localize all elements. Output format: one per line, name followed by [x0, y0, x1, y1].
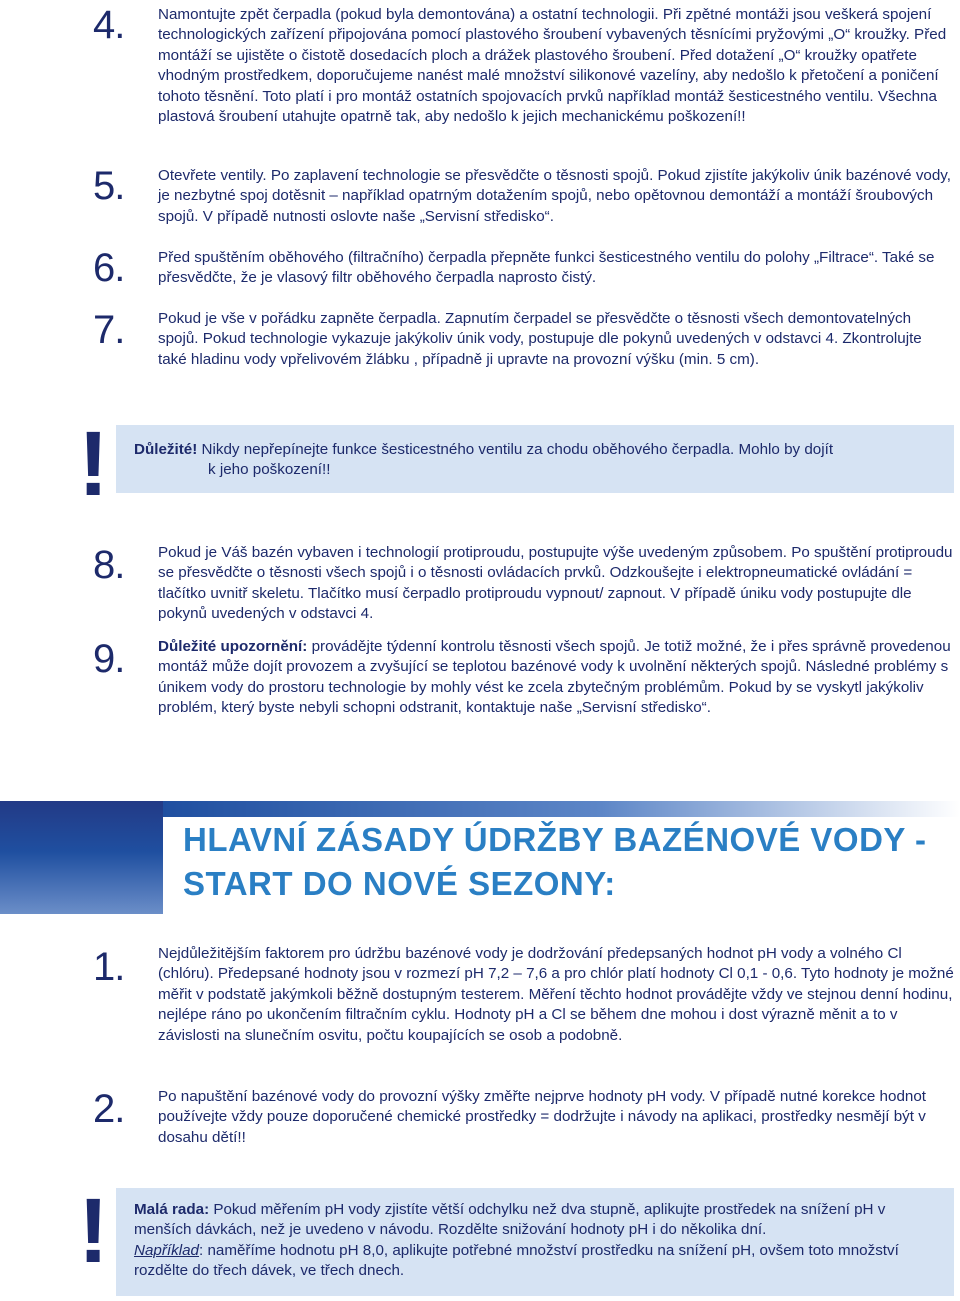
- step-text: Nejdůležitějším faktorem pro údržbu bazénové vody je dodržování předepsaných hodnot pH vody a volného Cl (chlóru). Předepsané hodnoty jsou v rozmezí pH 7,2 – 7,6 a pro chlór platí hodnoty Cl 0,1 - 0,6. Tyto hodnoty je možné měřit v podstatě jakýmkoli běžně dostupným testerem. Měření těchto hodnot provádějte vždy ve stejnou denní hodinu, nejlépe ráno po ukončením filtračním cyklu. Hodnoty pH a Cl se během dne mohou i dost výrazně měnit a to v závislosti na slunečním osvitu, počtu koupajících se osob a podobně.: [158, 945, 954, 1044]
- step-text: Důležité upozornění: provádějte týdenní kontrolu těsnosti všech spojů. Je totiž možné, že i přes správně provedenou montáž může dojít provozem a zvyšující se teplotou bazénové vody k uvolnění některých spojů. Následné problémy s únikem vody do prostoru technologie by mohly vést ke zcela zbytečným problémům. Pokud by se vyskytl jakýkoliv problém, který byste nebyli schopni odstranit, kontaktuje naše „Servisní středisko“.: [158, 638, 951, 717]
- banner-block: [0, 801, 163, 914]
- note-label: Důležité!: [134, 441, 198, 458]
- banner-strip: [163, 801, 960, 817]
- step-text: Před spuštěním oběhového (filtračního) čerpadla přepněte funkci šesticestného ventilu do polohy „Filtrace“. Také se přesvědčte, že je vlasový filtr oběhového čerpadla naprosto čistý.: [158, 249, 935, 287]
- example-label: Například: [134, 1241, 199, 1259]
- step-number: 4.: [93, 3, 125, 47]
- step-number: 6.: [93, 246, 125, 290]
- tip-label: Malá rada:: [134, 1201, 210, 1218]
- tip-note: [116, 1188, 954, 1296]
- step-number: 7.: [93, 308, 125, 352]
- step-number: 2.: [93, 1087, 125, 1131]
- step-text: Otevřete ventily. Po zaplavení technologie se přesvědčte o těsnosti spojů. Pokud zjistíte jakýkoliv únik bazénové vody, je nezbytné spoj dotěsnit – například opatrným dotažením spojů, nebo opětovnou demontáží a montáží šroubových spojů. V případě nutnosti oslovte naše „Servisní středisko“.: [158, 167, 951, 225]
- step-number: 8.: [93, 543, 125, 587]
- exclamation-icon: !: [78, 413, 109, 515]
- note-text: Důležité! Nikdy nepřepínejte funkce šesticestného ventilu za chodu oběhového čerpadla. Mohlo by dojít k jeho poškození!!: [134, 441, 834, 479]
- tip-text: Malá rada: Pokud měřením pH vody zjistíte větší odchylku než dva stupně, aplikujte prostředek na snížení pH v menších dávkách, než je uvedeno v návodu. Rozdělte snižování hodnoty pH i do několika dní. Například: naměříme hodnotu pH 8,0, aplikujte potřebné množství prostředku na snížení pH, ovšem toto množství rozdělte do třech dávek, ve třech dnech.: [134, 1201, 899, 1280]
- warning-label: Důležité upozornění:: [158, 638, 308, 655]
- step-number: 5.: [93, 164, 125, 208]
- important-note: [116, 425, 954, 493]
- exclamation-icon: !: [78, 1180, 109, 1282]
- step-text: Namontujte zpět čerpadla (pokud byla demontována) a ostatní technologii. Při zpětné montáži jsou veškerá spojení technologických zařízení připojována pomocí plastového šroubení vybavených těsnícími pryžovými „O“ kroužky. Před montáží se ujistěte o čistotě dosedacích ploch a drážek plastového šroubení. Před dotažení „O“ kroužky opatřete vhodným prostředkem, doporučujeme nanést malé množství silikonové vazelíny, aby nedošlo k přetočení a poničení tohoto těsnění. Toto platí i pro montáž ostatních spojovacích prvků například montáž šesticestného ventilu. Všechna plastová šroubení utahujte opatrně tak, aby nedošlo k jejich mechanickému poškození!!: [158, 6, 947, 126]
- step-number: 9.: [93, 637, 125, 681]
- step-text: Po napuštění bazénové vody do provozní výšky změřte nejprve hodnoty pH vody. V případě nutné korekce hodnot používejte vždy pouze doporučené chemické prostředky = dodržujte i návody na aplikaci, prostředky nesmějí být v dosahu dětí!!: [158, 1088, 926, 1146]
- section-title: HLAVNÍ ZÁSADY ÚDRŽBY BAZÉNOVÉ VODY - START DO NOVÉ SEZONY:: [183, 821, 927, 902]
- step-text: Pokud je vše v pořádku zapněte čerpadla. Zapnutím čerpadel se přesvědčte o těsnosti všech demontovatelných spojů. Pokud technologie vykazuje jakýkoliv únik vody, postupuje dle pokynů uvedených v odstavci 4. Zkontrolujte také hladinu vody vpřelivovém žlábku , případně ji upravte na provozní výšku (min. 5 cm).: [158, 310, 922, 368]
- step-text: Pokud je Váš bazén vybaven i technologií protiproudu, postupujte výše uvedeným způsobem. Po spuštění protiproudu se přesvědčte o těsnosti všech spojů i o těsnosti ovládacích prvků. Odzkoušejte i elektropneumatické ovládání = tlačítko uvnitř skeletu. Tlačítko musí čerpadlo protiproudu vypnout/ zapnout. V případě úniku vody postupujte dle pokynů uvedených v odstavci 4.: [158, 544, 953, 623]
- step-number: 1.: [93, 945, 125, 989]
